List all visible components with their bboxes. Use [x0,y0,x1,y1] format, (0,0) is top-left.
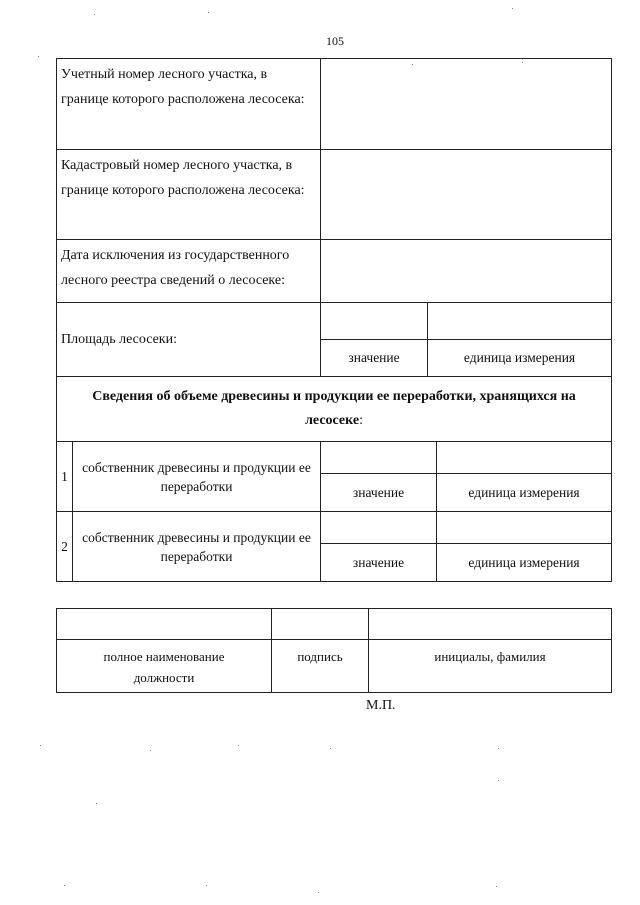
name-caption: инициалы, фамилия [369,640,612,693]
scan-speck [318,892,319,893]
owner-1-unit-field[interactable] [437,442,612,474]
exclusion-date-label: Дата исключения из государственного лесного реестра сведений о лесосеке: [57,240,321,303]
scan-speck [40,745,41,746]
owner-2-value-field[interactable] [321,512,437,544]
owner-1-value-field[interactable] [321,442,437,474]
signature-table [56,608,612,693]
position-caption: полное наименование должности [57,640,272,693]
section-header [57,377,612,442]
scan-speck [150,750,151,751]
signature-fields-row [57,609,612,640]
section-header-text: Сведения об объеме древесины и продукции ее переработки, хранящихся на лесосеке [92,389,576,428]
stamp-label: М.П. [366,698,396,713]
owner-1-unit-caption: единица измерения [437,474,612,512]
owner-2-row [57,512,612,544]
name-field[interactable] [369,609,612,640]
accounting-number-field[interactable] [321,59,612,150]
exclusion-date-row [57,240,612,303]
scan-speck [496,886,497,887]
area-unit-field[interactable] [428,303,612,340]
owner-1-value-caption: значение [321,474,437,512]
accounting-number-row [57,59,612,150]
scan-speck [412,64,413,65]
owner-1-row [57,442,612,474]
scan-speck [38,56,39,57]
scan-speck [238,745,239,746]
scan-speck [498,748,499,749]
owner-1-label: собственник древесины и продукции ее переработки [73,442,321,512]
area-value-field[interactable] [321,303,428,340]
signature-caption: подпись [272,640,369,693]
accounting-number-label: Учетный номер лесного участка, в границе которого расположена лесосека: [57,59,321,150]
signature-captions-row [57,640,612,693]
exclusion-date-field[interactable] [321,240,612,303]
area-label: Площадь лесосеки: [57,303,321,377]
scan-speck [512,8,513,9]
owner-2-label: собственник древесины и продукции ее переработки [73,512,321,582]
area-value-caption: значение [321,340,428,377]
position-field[interactable] [57,609,272,640]
forest-plot-form-table [56,58,612,582]
section-header-row [57,377,612,442]
owner-2-unit-field[interactable] [437,512,612,544]
signature-field[interactable] [272,609,369,640]
owner-2-unit-caption: единица измерения [437,544,612,582]
page-number: 105 [326,34,344,48]
scan-speck [498,780,499,781]
scan-speck [330,748,331,749]
owner-2-number: 2 [57,512,73,582]
area-unit-caption: единица измерения [428,340,612,377]
scan-speck [96,803,97,804]
scan-speck [94,14,95,15]
cadastral-number-row [57,150,612,240]
area-row [57,303,612,340]
scan-speck [208,12,209,13]
scan-speck [522,62,523,63]
cadastral-number-label: Кадастровый номер лесного участка, в границе которого расположена лесосека: [57,150,321,240]
scan-speck [206,885,207,886]
section-header-colon: : [359,413,363,428]
scan-speck [64,885,65,886]
cadastral-number-field[interactable] [321,150,612,240]
owner-1-number: 1 [57,442,73,512]
owner-2-value-caption: значение [321,544,437,582]
